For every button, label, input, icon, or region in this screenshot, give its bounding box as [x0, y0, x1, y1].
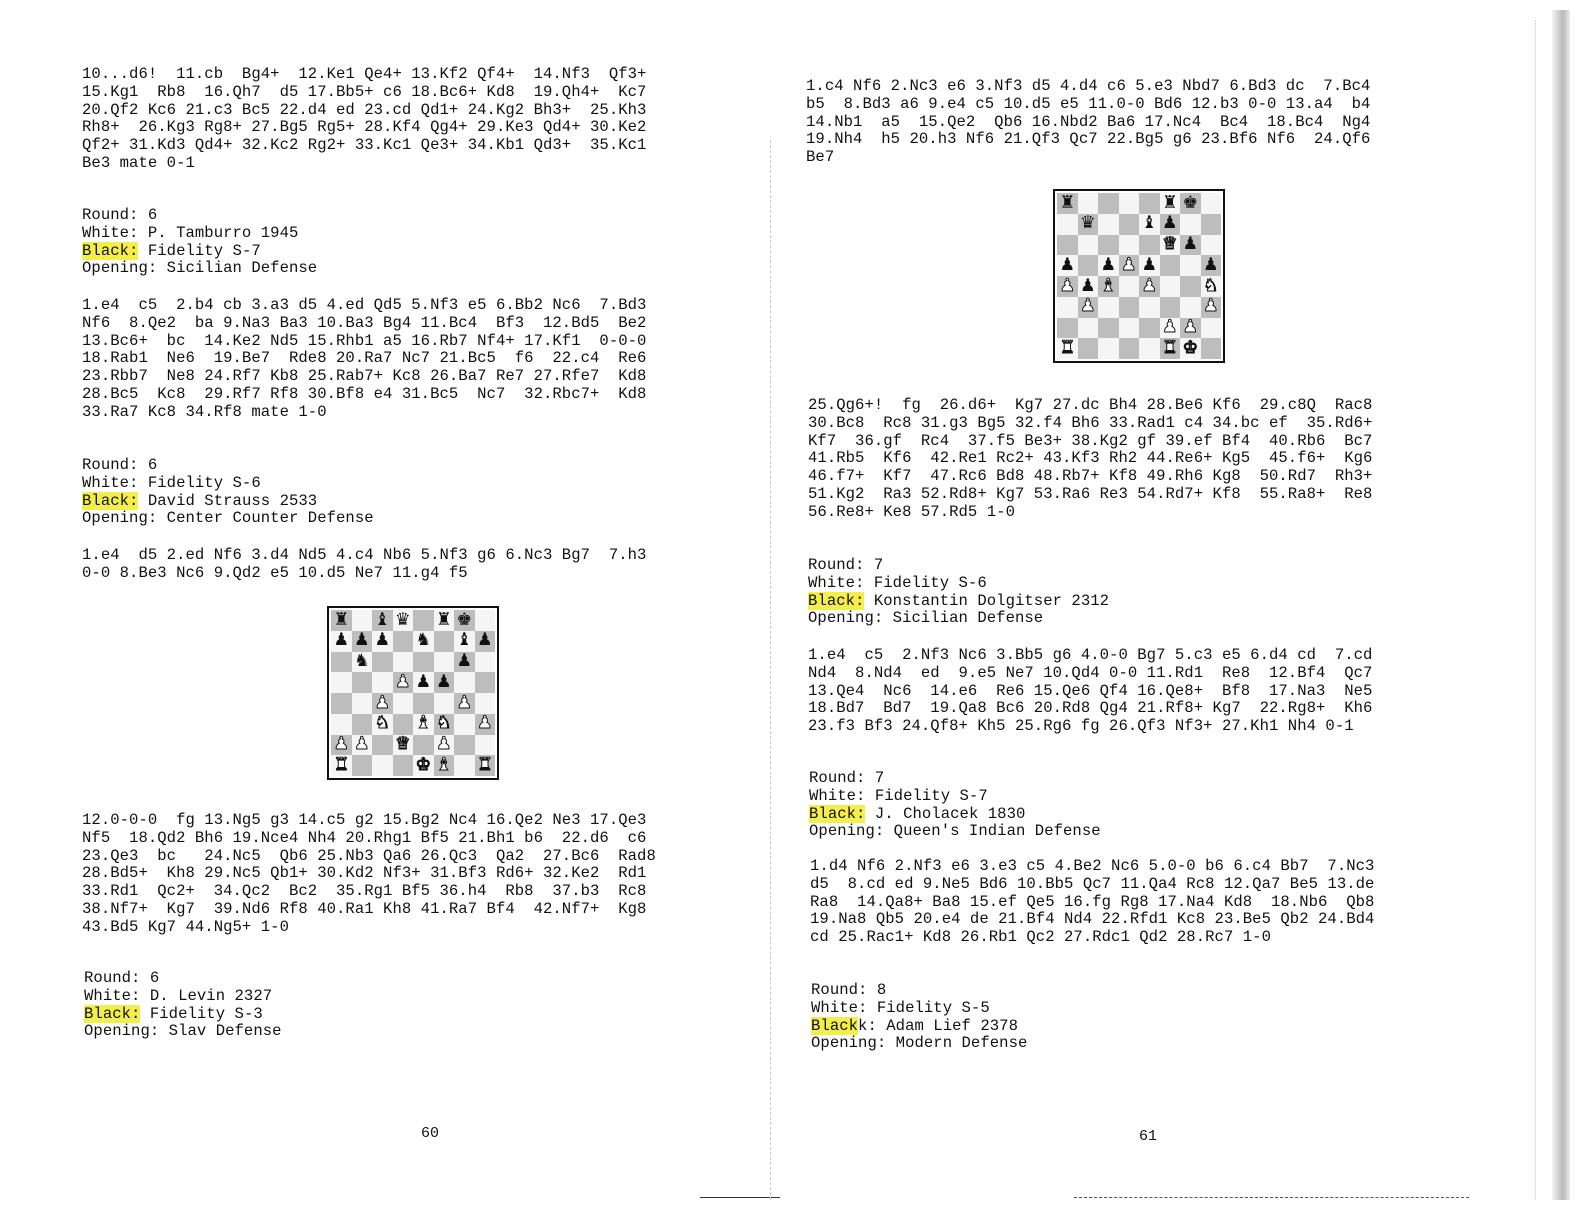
- white-pawn-icon: ♟: [1120, 254, 1137, 275]
- board-square-c7: [372, 631, 393, 652]
- black-pawn-icon: ♟: [1079, 275, 1096, 296]
- black-knight-icon: ♞: [353, 651, 370, 672]
- white-queen-icon: ♛: [394, 734, 411, 755]
- game-header: [809, 770, 1101, 841]
- board-square-e5: [413, 672, 434, 693]
- bottom-rule: [1074, 1197, 1469, 1198]
- board-square-h3: [475, 714, 496, 735]
- black-pawn-icon: ♟: [456, 651, 473, 672]
- board-square-g1: [1180, 338, 1201, 359]
- black-pawn-icon: ♟: [435, 671, 452, 692]
- page-gutter: [770, 140, 771, 1200]
- board-square-c6: [1098, 235, 1119, 256]
- board-square-a4: [1057, 276, 1078, 297]
- board-square-d4: [393, 693, 414, 714]
- board-square-a6: [331, 652, 352, 673]
- round-label: Round: 7: [808, 556, 884, 574]
- black-label-highlighted: Black:: [808, 591, 865, 610]
- black-player: Konstantin Dolgitser 2312: [864, 591, 1110, 610]
- board-square-b8: [352, 610, 373, 631]
- board-square-e1: [1139, 338, 1160, 359]
- game-moves: 12.0-0-0 fg 13.Ng5 g3 14.c5 g2 15.Bg2 Nc4 16.Qe2 Ne3 17.Qe3 Nf5 18.Qd2 Bh6 19.Nce4 Nh4 20.Rhg1 Bf5 21.Bh1 b6 22.d6 c6 23.Qe3 bc 24.Nc5 Qb6 25.Nb3 Qa6 26.Qc3 Qa2 27.Bc6 Rad8 28.Bd5+ Kh8 29.Nc5 Qb1+ 30.Kd2 Nf3+ 31.Bf3 Rd6+ 32.Ke2 Rd1 33.Rd1 Qc2+ 34.Qc2 Bc2 35.Rg1 Bf5 36.h4 Rb8 37.b3 Rc8 38.Nf7+ Kg7 39.Nd6 Rf8 40.Ra1 Kh8 41.Ra7 Bf4 42.Nf7+ Kg8 43.Bd5 Kg7 44.Ng5+ 1-0: [82, 811, 656, 936]
- white-queen-icon: ♛: [1161, 234, 1178, 255]
- board-square-d8: [1119, 193, 1140, 214]
- board-square-c7: [1098, 214, 1119, 235]
- game-moves: 1.e4 c5 2.b4 cb 3.a3 d5 4.ed Qd5 5.Nf3 e5 6.Bb2 Nc6 7.Bd3 Nf6 8.Qe2 ba 9.Na3 Ba3 10.Ba3 Bg4 11.Bc4 Bf3 12.Bd5 Be2 13.Bc6+ bc 14.Ke2 Nd5 15.Rhb1 a5 16.Rb7 Nf4+ 17.Kf1 0-0-0 18.Rab1 Ne6 19.Be7 Rde8 20.Ra7 Nc7 21.Bc5 f6 22.c4 Re6 23.Rbb7 Ne8 24.Rf7 Kb8 25.Rab7+ Kc8 26.Ba7 Re7 27.Rfe7 Kd8 28.Bc5 Kc8 29.Rf7 Rf8 30.Bf8 e4 31.Bc5 Nc7 32.Rbc7+ Kd8 33.Ra7 Kc8 34.Rf8 mate 1-0: [82, 296, 647, 421]
- opening-label: Opening: Sicilian Defense: [808, 609, 1044, 628]
- game-header: [82, 457, 374, 528]
- board-square-f6: [434, 652, 455, 673]
- board-square-f7: [434, 631, 455, 652]
- black-rook-icon: ♜: [435, 609, 452, 630]
- black-bishop-icon: ♝: [1141, 213, 1158, 234]
- game-header: [82, 207, 317, 278]
- white-player: White: D. Levin 2327: [84, 986, 273, 1005]
- opening-label: Opening: Center Counter Defense: [82, 509, 374, 528]
- game-moves: 1.c4 Nf6 2.Nc3 e6 3.Nf3 d5 4.d4 c6 5.e3 Nbd7 6.Bd3 dc 7.Bc4 b5 8.Bd3 a6 9.e4 c5 10.d5 e5 11.0-0 Bd6 12.b3 0-0 13.a4 b4 14.Nb1 a5 15.Qe2 Qb6 16.Nbd2 Ba6 17.Nc4 Bc4 18.Bc4 Ng4 19.Nh4 h5 20.h3 Nf6 21.Qf3 Qc7 22.Bg5 g6 23.Bf6 Nf6 24.Qf6 Be7: [806, 77, 1371, 167]
- round-label: Round: 8: [811, 981, 887, 999]
- board-square-b3: [352, 714, 373, 735]
- white-bishop-icon: ♝: [415, 713, 432, 734]
- board-square-g5: [454, 672, 475, 693]
- board-square-d5: [1119, 255, 1140, 276]
- board-square-d3: [1119, 297, 1140, 318]
- board-square-h7: [1201, 214, 1222, 235]
- board-square-f4: [1160, 276, 1181, 297]
- board-square-h1: [1201, 338, 1222, 359]
- board-square-b8: [1078, 193, 1099, 214]
- board-square-f5: [1160, 255, 1181, 276]
- board-square-c3: [372, 714, 393, 735]
- board-square-g6: [1180, 235, 1201, 256]
- round-label: Round: 6: [82, 456, 158, 474]
- black-queen-icon: ♛: [1079, 213, 1096, 234]
- black-bishop-icon: ♝: [456, 630, 473, 651]
- black-pawn-icon: ♟: [353, 630, 370, 651]
- white-pawn-icon: ♟: [374, 692, 391, 713]
- white-pawn-icon: ♟: [394, 671, 411, 692]
- black-player: Fidelity S-7: [138, 241, 261, 260]
- board-square-b7: [352, 631, 373, 652]
- board-square-g3: [454, 714, 475, 735]
- board-square-d4: [1119, 276, 1140, 297]
- white-player: White: Fidelity S-6: [82, 473, 261, 492]
- black-pawn-icon: ♟: [476, 630, 493, 651]
- board-square-g6: [454, 652, 475, 673]
- opening-label: Opening: Slav Defense: [84, 1022, 282, 1041]
- board-square-b5: [352, 672, 373, 693]
- black-pawn-icon: ♟: [1141, 254, 1158, 275]
- board-square-h6: [1201, 235, 1222, 256]
- board-square-h2: [1201, 318, 1222, 339]
- board-square-e4: [413, 693, 434, 714]
- board-square-c8: [372, 610, 393, 631]
- black-bishop-icon: ♝: [374, 609, 391, 630]
- board-square-f4: [434, 693, 455, 714]
- opening-label: Opening: Sicilian Defense: [82, 259, 318, 278]
- board-square-g8: [454, 610, 475, 631]
- board-square-h4: [1201, 276, 1222, 297]
- board-square-a8: [1057, 193, 1078, 214]
- board-square-b2: [1078, 318, 1099, 339]
- board-square-a5: [331, 672, 352, 693]
- board-square-d7: [393, 631, 414, 652]
- board-square-h5: [475, 672, 496, 693]
- black-player: k: Adam Lief 2378: [858, 1016, 1018, 1035]
- board-square-f3: [434, 714, 455, 735]
- white-rook-icon: ♜: [476, 754, 493, 775]
- white-pawn-icon: ♟: [1141, 275, 1158, 296]
- game-header: [84, 970, 282, 1041]
- board-square-h4: [475, 693, 496, 714]
- board-square-g7: [1180, 214, 1201, 235]
- game-continuation-moves: 10...d6! 11.cb Bg4+ 12.Ke1 Qe4+ 13.Kf2 Qf4+ 14.Nf3 Qf3+ 15.Kg1 Rb8 16.Qh7 d5 17.Bb5+ c6 18.Bc6+ Kd8 19.Qh4+ Kc7 20.Qf2 Kc6 21.c3 Bc5 22.d4 ed 23.cd Qd1+ 24.Kg2 Bh3+ 25.Kh3 Rh8+ 26.Kg3 Rg8+ 27.Bg5 Rg5+ 28.Kf4 Qg4+ 29.Ke3 Qd4+ 30.Ke2 Qf2+ 31.Kd3 Qd4+ 32.Kc2 Rg2+ 33.Kc1 Qe3+ 34.Kb1 Qd3+ 35.Kc1 Be3 mate 0-1: [82, 65, 647, 172]
- game-moves: 25.Qg6+! fg 26.d6+ Kg7 27.dc Bh4 28.Be6 Kf6 29.c8Q Rac8 30.Bc8 Rc8 31.g3 Bg5 32.f4 Bh6 33.Rad1 c4 34.bc ef 35.Rd6+ Kf7 36.gf Rc4 37.f5 Be3+ 38.Kg2 gf 39.ef Bf4 40.Rb6 Bc7 41.Rb5 Kf6 42.Re1 Rc2+ 43.Kf3 Rh2 44.Re6+ Kg5 45.f6+ Kg6 46.f7+ Kf7 47.Rc6 Bd8 48.Rb7+ Kf8 49.Rh6 Kg8 50.Rd7 Rh3+ 51.Kg2 Ra3 52.Rd8+ Kg7 53.Ra6 Re3 54.Rd7+ Kf8 55.Ra8+ Re8 56.Re8+ Ke8 57.Rd5 1-0: [808, 396, 1373, 521]
- board-square-c4: [1098, 276, 1119, 297]
- black-pawn-icon: ♟: [1161, 213, 1178, 234]
- black-player: J. Cholacek 1830: [865, 804, 1026, 823]
- white-player: White: Fidelity S-6: [808, 573, 987, 592]
- board-square-c3: [1098, 297, 1119, 318]
- board-square-a1: [331, 755, 352, 776]
- black-player: David Strauss 2533: [138, 491, 318, 510]
- board-square-d8: [393, 610, 414, 631]
- board-square-g2: [1180, 318, 1201, 339]
- board-square-d1: [393, 755, 414, 776]
- white-player: White: Fidelity S-5: [811, 998, 990, 1017]
- board-square-a5: [1057, 255, 1078, 276]
- board-square-a4: [331, 693, 352, 714]
- black-pawn-icon: ♟: [1182, 234, 1199, 255]
- board-square-a3: [331, 714, 352, 735]
- round-label: Round: 6: [84, 969, 160, 987]
- white-knight-icon: ♞: [374, 713, 391, 734]
- board-square-g7: [454, 631, 475, 652]
- board-square-a7: [1057, 214, 1078, 235]
- board-square-h7: [475, 631, 496, 652]
- board-square-b2: [352, 735, 373, 756]
- game-moves: 1.d4 Nf6 2.Nf3 e6 3.e3 c5 4.Be2 Nc6 5.0-0 b6 6.c4 Bb7 7.Nc3 d5 8.cd ed 9.Ne5 Bd6 10.Bb5 Qc7 11.Qa4 Rc8 12.Qa7 Be5 13.de Ra8 14.Qa8+ Ba8 15.ef Qe5 16.fg Rg8 17.Na4 Kd8 18.Nb6 Qb8 19.Na8 Qb5 20.e4 de 21.Bf4 Nd4 22.Rfd1 Kc8 23.Be5 Qb2 24.Bd4 cd 25.Rac1+ Kd8 26.Rb1 Qc2 27.Rdc1 Qd2 28.Rc7 1-0: [810, 857, 1375, 947]
- white-pawn-icon: ♟: [353, 734, 370, 755]
- white-king-icon: ♚: [415, 754, 432, 775]
- round-label: Round: 6: [82, 206, 158, 224]
- board-square-f8: [1160, 193, 1181, 214]
- board-square-f6: [1160, 235, 1181, 256]
- white-pawn-icon: ♟: [1161, 317, 1178, 338]
- right-page: [780, 0, 1584, 1222]
- black-king-icon: ♚: [456, 609, 473, 630]
- board-square-a7: [331, 631, 352, 652]
- black-label-highlighted: Black:: [82, 491, 139, 510]
- opening-label: Opening: Modern Defense: [811, 1034, 1028, 1053]
- board-square-c8: [1098, 193, 1119, 214]
- board-square-e2: [413, 735, 434, 756]
- board-square-e8: [1139, 193, 1160, 214]
- black-pawn-icon: ♟: [1100, 254, 1117, 275]
- white-pawn-icon: ♟: [456, 692, 473, 713]
- board-square-e3: [1139, 297, 1160, 318]
- black-player: Fidelity S-3: [140, 1004, 263, 1023]
- board-square-c2: [1098, 318, 1119, 339]
- white-pawn-icon: ♟: [1202, 296, 1219, 317]
- board-square-d3: [393, 714, 414, 735]
- board-square-a8: [331, 610, 352, 631]
- board-square-c2: [372, 735, 393, 756]
- board-square-e6: [413, 652, 434, 673]
- board-square-c4: [372, 693, 393, 714]
- white-king-icon: ♚: [1182, 337, 1199, 358]
- board-square-g5: [1180, 255, 1201, 276]
- board-square-g3: [1180, 297, 1201, 318]
- black-label-highlighted: Black:: [82, 241, 139, 260]
- black-pawn-icon: ♟: [415, 671, 432, 692]
- board-square-e5: [1139, 255, 1160, 276]
- board-square-f2: [1160, 318, 1181, 339]
- round-label: Round: 7: [809, 769, 885, 787]
- board-square-d7: [1119, 214, 1140, 235]
- game-header: [808, 557, 1109, 628]
- scan-speckle: [1535, 20, 1544, 1200]
- left-page: [0, 0, 780, 1222]
- board-square-d2: [393, 735, 414, 756]
- board-square-g4: [454, 693, 475, 714]
- board-square-c1: [1098, 338, 1119, 359]
- board-square-e7: [1139, 214, 1160, 235]
- board-square-b6: [352, 652, 373, 673]
- black-label-highlighted: Black:: [809, 804, 866, 823]
- board-square-e8: [413, 610, 434, 631]
- white-bishop-icon: ♝: [1100, 275, 1117, 296]
- white-pawn-icon: ♟: [1182, 317, 1199, 338]
- board-square-d1: [1119, 338, 1140, 359]
- board-square-f7: [1160, 214, 1181, 235]
- book-edge-shadow: [1552, 10, 1570, 1200]
- black-pawn-icon: ♟: [374, 630, 391, 651]
- board-square-e6: [1139, 235, 1160, 256]
- board-square-a3: [1057, 297, 1078, 318]
- board-square-b1: [1078, 338, 1099, 359]
- black-label-highlighted: Black: [811, 1016, 859, 1035]
- board-square-f8: [434, 610, 455, 631]
- white-pawn-icon: ♟: [476, 713, 493, 734]
- white-knight-icon: ♞: [435, 713, 452, 734]
- board-square-d6: [393, 652, 414, 673]
- white-rook-icon: ♜: [333, 754, 350, 775]
- game-header: [811, 982, 1027, 1053]
- white-rook-icon: ♜: [1059, 337, 1076, 358]
- board-square-b1: [352, 755, 373, 776]
- white-pawn-icon: ♟: [435, 734, 452, 755]
- page-number: 60: [421, 1125, 440, 1142]
- game-moves: 1.e4 c5 2.Nf3 Nc6 3.Bb5 g6 4.0-0 Bg7 5.c3 e5 6.d4 cd 7.cd Nd4 8.Nd4 ed 9.e5 Ne7 10.Qd4 0-0 11.Rd1 Re8 12.Bf4 Qc7 13.Qe4 Nc6 14.e6 Re6 15.Qe6 Qf4 16.Qe8+ Bf8 17.Na3 Ne5 18.Bd7 Bd7 19.Qa8 Bc6 20.Rd8 Qg4 21.Rf8+ Kg7 22.Rg8+ Kh6 23.f3 Bf3 24.Qf8+ Kh5 25.Rg6 fg 26.Qf3 Nf3+ 27.Kh1 Nh4 0-1: [808, 646, 1373, 736]
- white-rook-icon: ♜: [1161, 337, 1178, 358]
- board-square-h8: [475, 610, 496, 631]
- white-pawn-icon: ♟: [333, 734, 350, 755]
- board-square-f3: [1160, 297, 1181, 318]
- white-pawn-icon: ♟: [1079, 296, 1096, 317]
- board-square-b5: [1078, 255, 1099, 276]
- black-rook-icon: ♜: [333, 609, 350, 630]
- black-pawn-icon: ♟: [1059, 254, 1076, 275]
- board-square-c6: [372, 652, 393, 673]
- board-square-a1: [1057, 338, 1078, 359]
- board-square-h8: [1201, 193, 1222, 214]
- board-square-e4: [1139, 276, 1160, 297]
- white-bishop-icon: ♝: [435, 754, 452, 775]
- board-square-e2: [1139, 318, 1160, 339]
- chess-diagram: [327, 606, 499, 780]
- board-square-c1: [372, 755, 393, 776]
- white-player: White: Fidelity S-7: [809, 786, 988, 805]
- chess-diagram: [1053, 189, 1225, 363]
- board-square-g1: [454, 755, 475, 776]
- board-square-d6: [1119, 235, 1140, 256]
- board-square-b3: [1078, 297, 1099, 318]
- board-square-h2: [475, 735, 496, 756]
- board-square-h5: [1201, 255, 1222, 276]
- board-square-h6: [475, 652, 496, 673]
- black-knight-icon: ♞: [415, 630, 432, 651]
- black-pawn-icon: ♟: [1202, 254, 1219, 275]
- board-square-e7: [413, 631, 434, 652]
- board-square-e1: [413, 755, 434, 776]
- board-square-e3: [413, 714, 434, 735]
- board-square-b4: [352, 693, 373, 714]
- board-square-h3: [1201, 297, 1222, 318]
- opening-label: Opening: Queen's Indian Defense: [809, 822, 1101, 841]
- game-moves: 1.e4 d5 2.ed Nf6 3.d4 Nd5 4.c4 Nb6 5.Nf3 g6 6.Nc3 Bg7 7.h3 0-0 8.Be3 Nc6 9.Qd2 e5 10.d5 Ne7 11.g4 f5: [82, 546, 647, 582]
- white-pawn-icon: ♟: [1059, 275, 1076, 296]
- white-knight-icon: ♞: [1202, 275, 1219, 296]
- board-square-b4: [1078, 276, 1099, 297]
- board-square-a6: [1057, 235, 1078, 256]
- board-square-d5: [393, 672, 414, 693]
- board-square-a2: [331, 735, 352, 756]
- bottom-rule: [700, 1197, 780, 1198]
- page-number: 61: [1139, 1128, 1158, 1145]
- black-king-icon: ♚: [1182, 192, 1199, 213]
- black-label-highlighted: Black:: [84, 1004, 141, 1023]
- black-rook-icon: ♜: [1161, 192, 1178, 213]
- black-queen-icon: ♛: [394, 609, 411, 630]
- board-square-g8: [1180, 193, 1201, 214]
- board-square-f5: [434, 672, 455, 693]
- white-player: White: P. Tamburro 1945: [82, 223, 299, 242]
- board-square-g2: [454, 735, 475, 756]
- black-rook-icon: ♜: [1059, 192, 1076, 213]
- board-square-h1: [475, 755, 496, 776]
- board-square-a2: [1057, 318, 1078, 339]
- board-square-f1: [434, 755, 455, 776]
- board-square-f2: [434, 735, 455, 756]
- board-square-b7: [1078, 214, 1099, 235]
- board-square-b6: [1078, 235, 1099, 256]
- board-square-d2: [1119, 318, 1140, 339]
- board-square-f1: [1160, 338, 1181, 359]
- board-square-c5: [1098, 255, 1119, 276]
- black-pawn-icon: ♟: [333, 630, 350, 651]
- board-square-g4: [1180, 276, 1201, 297]
- board-square-c5: [372, 672, 393, 693]
